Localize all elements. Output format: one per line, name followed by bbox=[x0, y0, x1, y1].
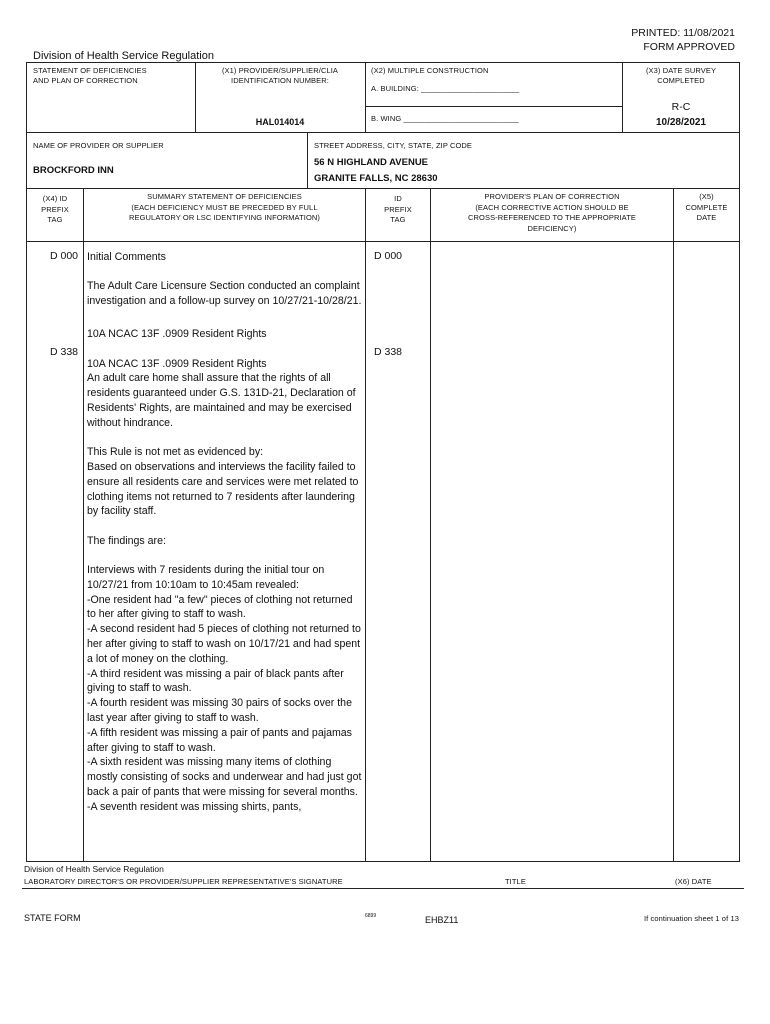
rule-not-met-text: This Rule is not met as evidenced by: Based on observations and interviews the facility failed to ensure all residents care and services were met related to clothing items not returned to 7 residents after laundering by facility staff. bbox=[87, 446, 359, 518]
survey-date: 10/28/2021 bbox=[655, 117, 707, 128]
frame-right bbox=[739, 62, 740, 861]
frame-left bbox=[26, 62, 27, 861]
x4-header-1: (X4) ID bbox=[42, 194, 68, 203]
plan-header-3: CROSS-REFERENCED TO THE APPROPRIATE bbox=[468, 213, 636, 222]
x4-header-3: TAG bbox=[47, 215, 63, 224]
summary-header-2: (EACH DEFICIENCY MUST BE PRECEDED BY FULL bbox=[131, 202, 318, 212]
x3-label-line1: (X3) DATE SURVEY bbox=[645, 66, 717, 75]
statement-label-line1: STATEMENT OF DEFICIENCIES bbox=[33, 66, 147, 75]
frame-top bbox=[26, 62, 740, 63]
x6-date-label: (X6) DATE bbox=[675, 877, 712, 886]
x2-label: (X2) MULTIPLE CONSTRUCTION bbox=[371, 66, 489, 75]
col-divider-4 bbox=[673, 188, 674, 861]
findings-intro: The findings are: bbox=[87, 534, 166, 547]
resident-rights-text: 10A NCAC 13F .0909 Resident Rights An adult care home shall assure that the rights of all residents guaranteed under G.S. 131D-21, Declaration of Residents' Rights, are maintained and may be exercised without hindrance. bbox=[87, 357, 356, 429]
row-divider-2 bbox=[26, 188, 740, 189]
form-approved: FORM APPROVED bbox=[643, 41, 735, 53]
state-form-label: STATE FORM bbox=[24, 913, 81, 923]
row-divider-3 bbox=[26, 241, 740, 242]
provider-name: BROCKFORD INN bbox=[33, 165, 114, 176]
x1-label-line2: IDENTIFICATION NUMBER: bbox=[231, 76, 329, 85]
id-header bbox=[366, 194, 430, 226]
summary-header bbox=[84, 192, 365, 224]
id-header-1: ID bbox=[394, 194, 402, 203]
divider-building-wing bbox=[365, 106, 622, 107]
tag-d000-left: D 000 bbox=[50, 250, 79, 262]
printed-date: PRINTED: 11/08/2021 bbox=[631, 27, 735, 39]
tag-d000-right: D 000 bbox=[374, 250, 403, 262]
signature-line bbox=[22, 888, 744, 889]
building-label: A. BUILDING: _______________________ bbox=[371, 84, 520, 93]
address-label: STREET ADDRESS, CITY, STATE, ZIP CODE bbox=[314, 141, 473, 150]
x3-label bbox=[623, 66, 739, 86]
division-title: Division of Health Service Regulation bbox=[33, 50, 214, 62]
resident-rights-title: 10A NCAC 13F .0909 Resident Rights bbox=[87, 328, 267, 341]
divider-x2 bbox=[365, 62, 366, 132]
row-divider-1 bbox=[26, 132, 740, 133]
initial-comments-title: Initial Comments bbox=[87, 251, 166, 263]
event-id: EHBZ11 bbox=[425, 915, 459, 925]
print-info bbox=[631, 26, 735, 54]
col-divider-3 bbox=[430, 188, 431, 861]
col-divider-1 bbox=[83, 188, 84, 861]
statement-label bbox=[33, 66, 147, 86]
x1-label-line1: (X1) PROVIDER/SUPPLIER/CLIA bbox=[221, 66, 339, 75]
summary-body bbox=[87, 250, 363, 815]
footer-division: Division of Health Service Regulation bbox=[24, 864, 164, 874]
x5-header-2: COMPLETE bbox=[685, 202, 728, 212]
provider-id: HAL014014 bbox=[255, 117, 305, 127]
signature-label: LABORATORY DIRECTOR'S OR PROVIDER/SUPPLIER REPRESENTATIVE'S SIGNATURE bbox=[24, 877, 343, 886]
id-header-3: TAG bbox=[390, 215, 406, 224]
x4-header-2: PREFIX bbox=[41, 204, 69, 214]
x5-header bbox=[674, 192, 739, 224]
col-divider-2 bbox=[365, 188, 366, 861]
wing-label: B. WING ___________________________ bbox=[371, 114, 519, 123]
x4-header bbox=[27, 194, 83, 226]
title-label: TITLE bbox=[505, 877, 526, 886]
plan-header bbox=[431, 192, 673, 234]
interview-findings: Interviews with 7 residents during the initial tour on 10/27/21 from 10:10am to 10:45am revealed: -One resident had "a few" pieces of clothing not returned to her after giving to staff to wash. -A second resident had 5 pieces of clothing not returned to her after giving to staff to wash on 10/17/21 and had spent a lot of money on the clothing. -A third resident was missing a pair of black pants after giving to staff to wash. -A fourth resident was missing 30 pairs of socks over the last year after giving to staff to wash. -A fifth resident was missing a pair of pants and pajamas after giving to staff to wash. -A sixth resident was missing many items of clothing mostly consisting of socks and underwear and had just got back a pair of pants that were missing for several months. -A seventh resident was missing shirts, pants, bbox=[87, 563, 362, 813]
x3-label-line2: COMPLETED bbox=[657, 76, 705, 85]
survey-rc: R-C bbox=[671, 101, 691, 113]
tag-d338-left: D 338 bbox=[50, 346, 79, 358]
x1-label bbox=[196, 66, 364, 86]
id-header-2: PREFIX bbox=[384, 204, 412, 214]
address-line-1: 56 N HIGHLAND AVENUE bbox=[314, 157, 429, 168]
form-code: 6899 bbox=[365, 913, 377, 919]
plan-header-4: DEFICIENCY) bbox=[527, 223, 577, 233]
x5-header-3: DATE bbox=[696, 213, 717, 222]
plan-header-1: PROVIDER'S PLAN OF CORRECTION bbox=[484, 192, 620, 201]
frame-bottom bbox=[26, 861, 740, 862]
statement-label-line2: AND PLAN OF CORRECTION bbox=[33, 76, 138, 85]
address-line-2: GRANITE FALLS, NC 28630 bbox=[314, 173, 438, 184]
provider-name-label: NAME OF PROVIDER OR SUPPLIER bbox=[33, 141, 164, 150]
summary-header-3: REGULATORY OR LSC IDENTIFYING INFORMATION) bbox=[128, 213, 321, 222]
continuation-sheet: If continuation sheet 1 of 13 bbox=[643, 914, 739, 923]
initial-comments-text: The Adult Care Licensure Section conducted an complaint investigation and a follow-up survey on 10/27/21-10/28/21. bbox=[87, 279, 362, 307]
summary-header-1: SUMMARY STATEMENT OF DEFICIENCIES bbox=[147, 192, 302, 201]
plan-header-2: (EACH CORRECTIVE ACTION SHOULD BE bbox=[475, 202, 629, 212]
tag-d338-right: D 338 bbox=[374, 346, 403, 358]
x5-header-1: (X5) bbox=[699, 192, 714, 201]
divider-provider-address bbox=[307, 132, 308, 188]
